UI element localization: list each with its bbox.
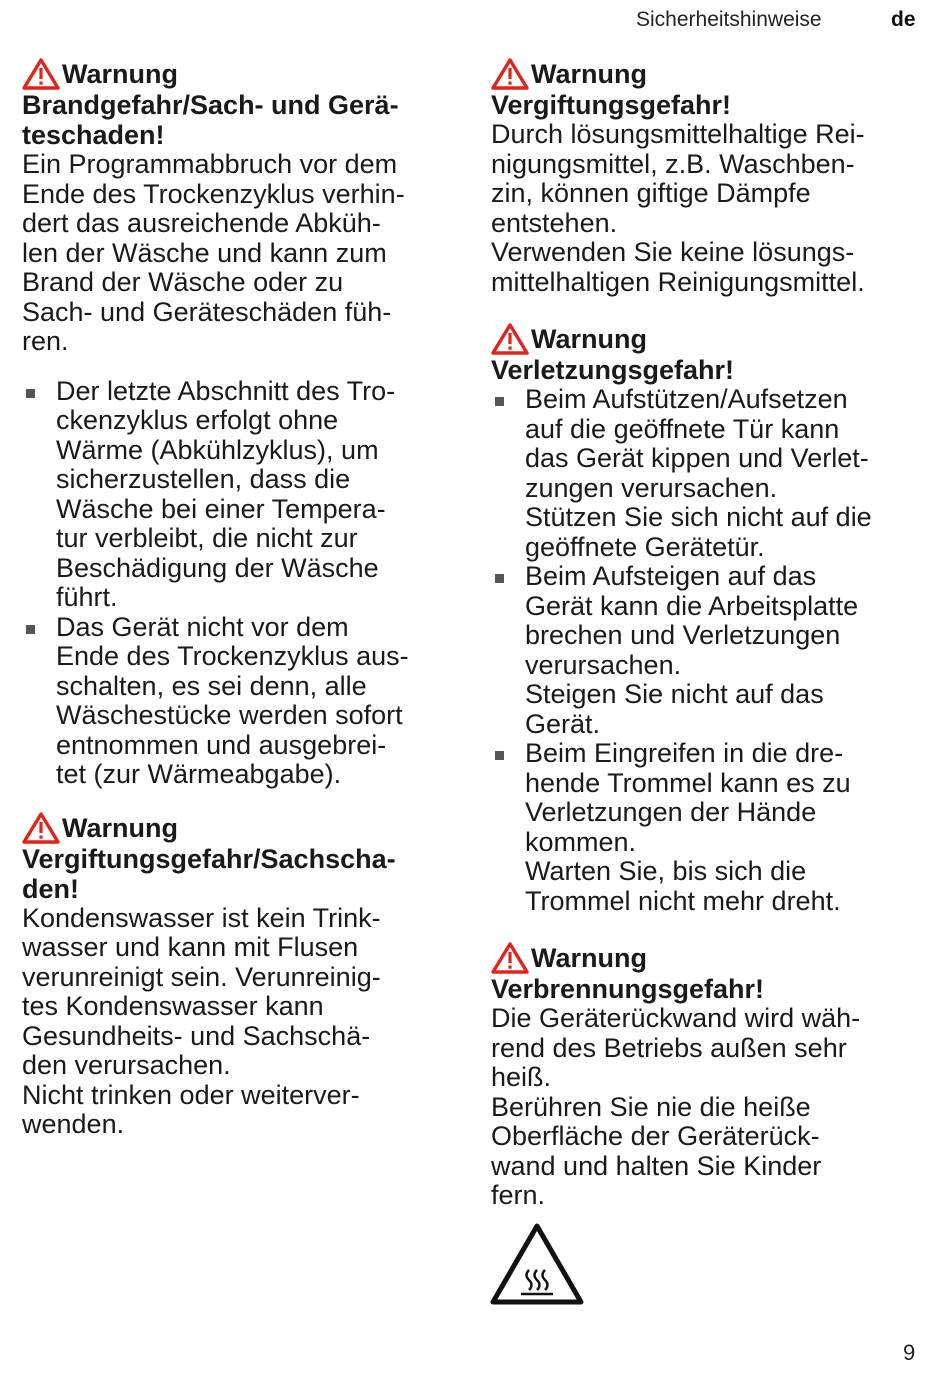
hazard-title: Verletzungsgefahr! (491, 355, 735, 385)
left-column (22, 58, 462, 1160)
warning-fire-hazard (22, 58, 462, 790)
header-section-title: Sicherheitshinweise (636, 8, 822, 31)
list-item-text: Beim Aufsteigen auf das Gerät kann die Arbeitsplatte brechen und Verletzungen verursachen. Steigen Sie nicht auf das Gerät. (525, 561, 859, 739)
warning-label: Warnung (62, 812, 178, 843)
hazard-title: Vergiftungsgefahr/Sachscha- den! (22, 843, 396, 904)
warning-text: Kondenswasser ist kein Trink- wasser und kann mit Flusen verunreinigt sein. Verunreinig- tes Kondenswasser kann Gesundheits- und Sachschä- den verursachen. Nicht trinken oder weiterver- wenden. (22, 902, 381, 1139)
page-number: 9 (903, 1340, 916, 1365)
hot-surface-icon (489, 1222, 585, 1306)
warning-injury (491, 323, 921, 916)
warning-heading (491, 942, 921, 974)
hazard-title: Brandgefahr/Sach- und Gerä- teschaden! (22, 90, 399, 150)
list-item (22, 377, 462, 613)
hazard-title: Verbrennungsgefahr! (491, 974, 765, 1004)
warning-heading (22, 58, 462, 90)
list-item-text: Der letzte Abschnitt des Tro- ckenzyklus erfolgt ohne Wärme (Abkühlzyklus), um sicherzustellen, dass die Wäsche bei einer Tempera- tur verbleibt, die nicht zur Beschädigung der Wäsche führt. (56, 375, 396, 612)
hazard-title: Vergiftungsgefahr! (491, 90, 732, 120)
warning-text: Die Geräterückwand wird wäh- rend des Betriebs außen sehr heiß. Berühren Sie nie die heiße Oberfläche der Geräterück- wand und halten Sie Kinder fern. (491, 1003, 861, 1210)
header-language: de (891, 8, 916, 31)
list-item (491, 562, 921, 739)
bullet-list (491, 385, 921, 916)
warning-triangle-icon (491, 942, 529, 974)
warning-label: Warnung (62, 59, 178, 89)
right-column (491, 58, 921, 1231)
warning-text: Ein Programmabbruch vor dem Ende des Trockenzyklus verhin- dert das ausreichende Abküh- len der Wäsche und kann zum Brand der Wäsche oder zu Sach- und Geräteschäden füh- ren. (22, 149, 405, 356)
warning-triangle-icon (22, 812, 60, 844)
list-item (491, 385, 921, 562)
warning-triangle-icon (22, 58, 60, 90)
warning-heading (22, 812, 462, 844)
warning-triangle-icon (491, 58, 529, 90)
square-bullet-icon (491, 562, 525, 739)
warning-text: Durch lösungsmittelhaltige Rei- nigungsmittel, z.B. Waschben- zin, können giftige Dämpfe entstehen. Verwenden Sie keine lösungs- mittelhaltigen Reinigungsmittel. (491, 119, 865, 297)
warning-heading (491, 58, 921, 90)
warning-poisoning (491, 58, 921, 297)
warning-triangle-icon (491, 323, 529, 355)
warning-label: Warnung (531, 324, 647, 354)
warning-burn (491, 942, 921, 1211)
list-item-text: Beim Aufstützen/Aufsetzen auf die geöffnete Tür kann das Gerät kippen und Verlet- zungen verursachen. Stützen Sie sich nicht auf die geöffnete Gerätetür. (525, 384, 872, 562)
warning-heading (491, 323, 921, 355)
warning-label: Warnung (531, 943, 647, 973)
bullet-list (22, 377, 462, 790)
list-item-text: Beim Eingreifen in die dre- hende Trommel kann es zu Verletzungen der Hände kommen. Warten Sie, bis sich die Trommel nicht mehr dreht. (525, 738, 851, 916)
list-item (22, 613, 462, 790)
list-item (491, 739, 921, 916)
square-bullet-icon (22, 613, 56, 790)
warning-poisoning-property-damage (22, 812, 462, 1140)
list-item-text: Das Gerät nicht vor dem Ende des Trockenzyklus aus- schalten, es sei denn, alle Wäschestücke werden sofort entnommen und ausgebrei- tet (zur Wärmeabgabe). (56, 611, 409, 789)
square-bullet-icon (22, 377, 56, 613)
square-bullet-icon (491, 739, 525, 916)
square-bullet-icon (491, 385, 525, 562)
warning-label: Warnung (531, 59, 647, 89)
